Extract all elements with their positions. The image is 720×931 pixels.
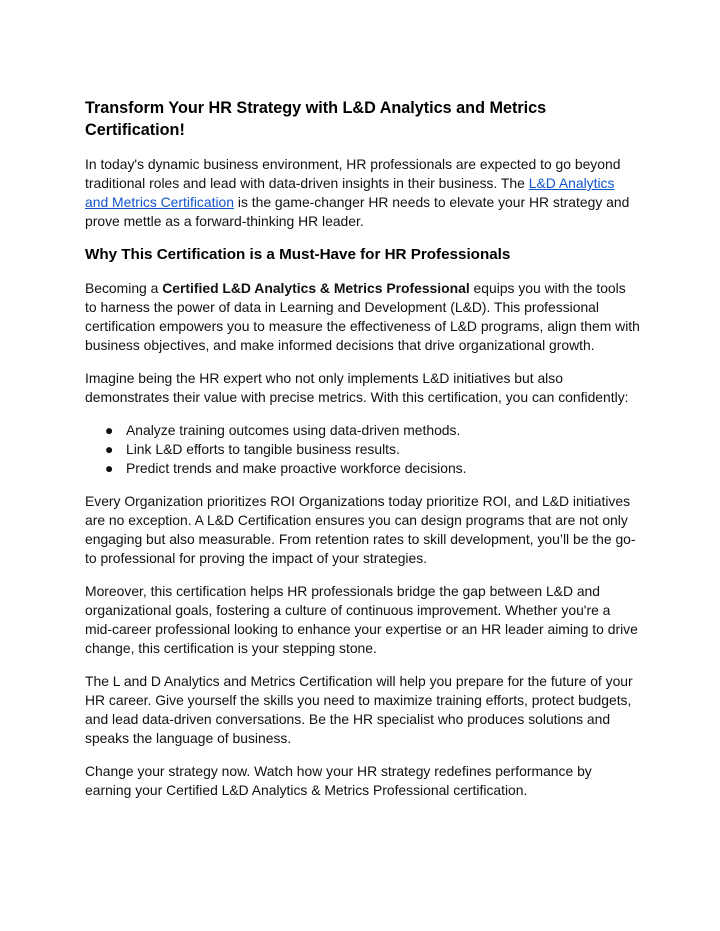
intro-text-after-link: is the game-changer HR needs to elevate your HR strategy and prove mettle as a forward-thinking HR leader. bbox=[85, 194, 630, 229]
bullet-icon: ● bbox=[105, 460, 114, 476]
list-item bbox=[85, 421, 640, 440]
list-item-text: Link L&D efforts to tangible business results. bbox=[126, 441, 400, 457]
page-title: Transform Your HR Strategy with L&D Analytics and Metrics Certification! bbox=[85, 99, 547, 139]
bullet-icon: ● bbox=[105, 441, 114, 457]
intro-paragraph bbox=[85, 155, 640, 231]
list-item bbox=[85, 440, 640, 459]
bullet-icon: ● bbox=[105, 422, 114, 438]
paragraph-moreover: Moreover, this certification helps HR professionals bridge the gap between L&D and organizational goals, fostering a culture of continuous improvement. Whether you're a mid-career professional looking to enhance your expertise or an HR leader aiming to drive change, this certification is your stepping stone. bbox=[85, 583, 638, 656]
intro-text-before-link: In today's dynamic business environment, HR professionals are expected to go beyond traditional roles and lead with data-driven insights in their business. The bbox=[85, 156, 621, 191]
paragraph-future-career: The L and D Analytics and Metrics Certification will help you prepare for the future of your HR career. Give yourself the skills you need to maximize training efforts, protect budgets, and lead data-driven conversations. Be the HR specialist who produces solutions and speaks the language of business. bbox=[85, 673, 633, 746]
paragraph-imagine: Imagine being the HR expert who not only implements L&D initiatives but also demonstrates their value with precise metrics. With this certification, you can confidently: bbox=[85, 370, 629, 405]
paragraph-roi: Every Organization prioritizes ROI Organizations today prioritize ROI, and L&D initiatives are no exception. A L&D Certification ensures you can design programs that are not only engaging but also measurable. From retention rates to skill development, you’ll be the go-to professional for proving the impact of your strategies. bbox=[85, 493, 636, 566]
para1-bold-text: Certified L&D Analytics & Metrics Professional bbox=[162, 280, 470, 296]
document-page bbox=[85, 97, 640, 814]
list-item bbox=[85, 459, 640, 478]
para1-text-before-bold: Becoming a bbox=[85, 280, 163, 296]
benefits-list bbox=[85, 421, 640, 478]
certification-link[interactable]: L&D Analytics and Metrics Certification bbox=[85, 175, 615, 210]
section-heading: Why This Certification is a Must-Have for HR Professionals bbox=[85, 246, 511, 263]
para1-text-after-bold: equips you with the tools to harness the power of data in Learning and Development (L&D). This professional certification empowers you to measure the effectiveness of L&D programs, align them with business objectives, and make informed decisions that drive organizational growth. bbox=[85, 280, 640, 353]
paragraph-call-to-action: Change your strategy now. Watch how your HR strategy redefines performance by earning your Certified L&D Analytics & Metrics Professional certification. bbox=[85, 763, 592, 798]
paragraph-certified-professional bbox=[85, 279, 640, 355]
list-item-text: Predict trends and make proactive workforce decisions. bbox=[126, 460, 467, 476]
list-item-text: Analyze training outcomes using data-driven methods. bbox=[126, 422, 461, 438]
